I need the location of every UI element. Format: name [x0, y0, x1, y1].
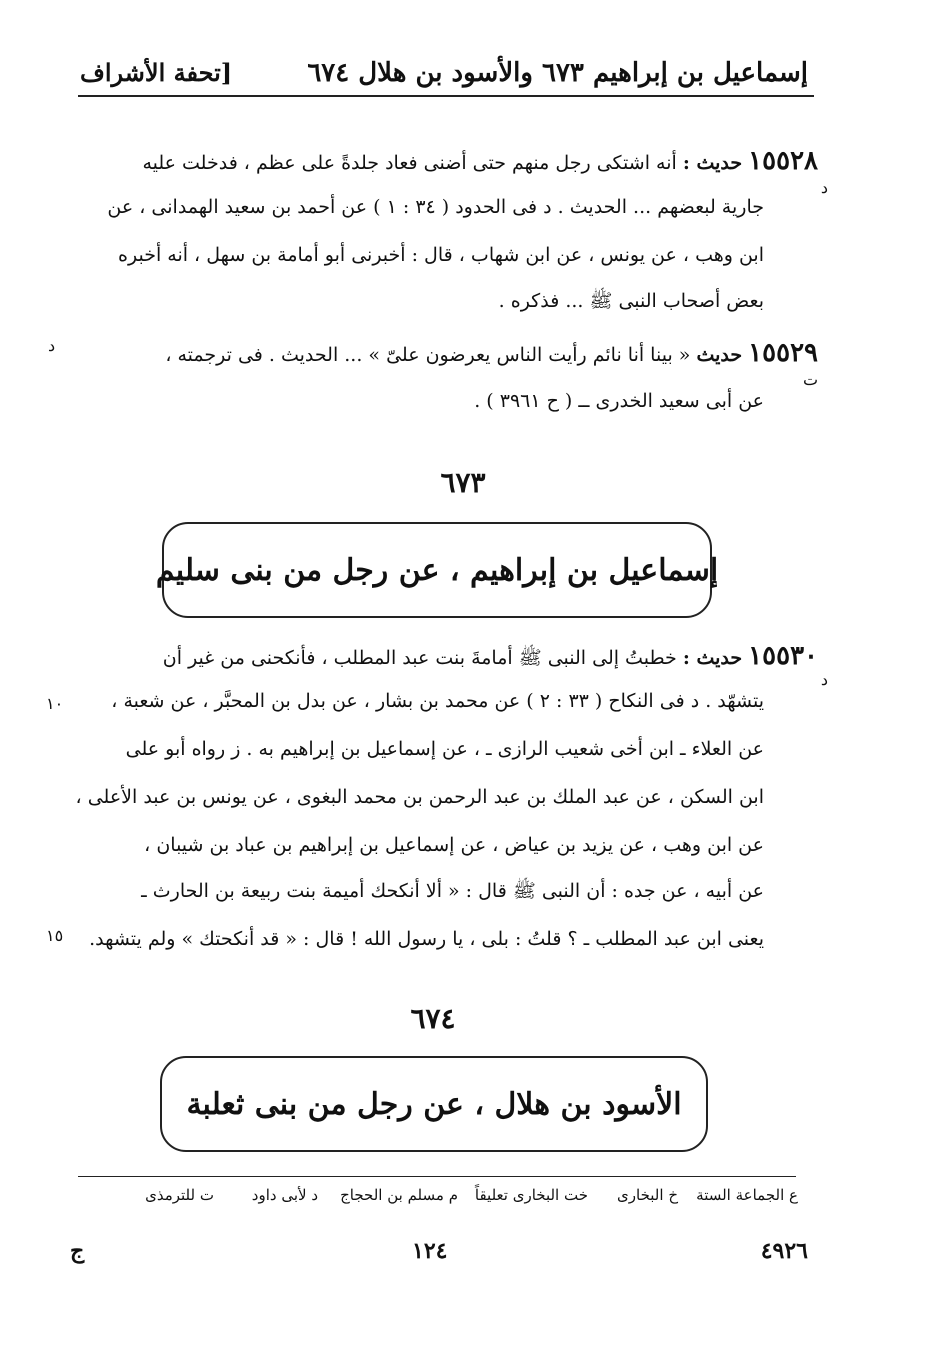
hadith-number: ١٥٥٢٩	[748, 338, 818, 368]
section-number: ٦٧٣	[440, 466, 486, 499]
abbreviation: ت للترمذى	[145, 1186, 214, 1204]
section-title-box	[155, 522, 719, 618]
abbreviation: خت البخارى تعليقاً	[474, 1186, 588, 1204]
abbreviation: د لأبى داود	[251, 1186, 318, 1204]
entry-15528-line-3: ابن وهب ، عن يونس ، عن ابن شهاب ، قال : أخبرنى أبو أمامة بن سهل ، أنه أخبره	[118, 244, 764, 266]
header-title: إسماعيل بن إبراهيم ٦٧٣ والأسود بن هلال ٦٧٤	[307, 58, 808, 88]
entry-15529-line-2: عن أبى سعيد الخدرى ــ ( ح ٣٩٦١ ) .	[474, 390, 764, 412]
volume-mark: ج	[70, 1238, 85, 1264]
entry-15530-line-1: ١٥٥٣٠ حديث : خطبتُ إلى النبى ﷺ أمامةَ بنت عبد المطلب ، فأنكحنى من غير أن	[162, 641, 818, 671]
entry-15530-line-4: ابن السكن ، عن عبد الملك بن عبد الرحمن بن محمد البغوى ، عن يونس بن عبد الأعلى ،	[75, 786, 764, 808]
entry-15530-line-3: عن العلاء ـ ابن أخى شعيب الرازى ـ ، عن إسماعيل بن إبراهيم به . ز رواه أبو على	[125, 738, 764, 760]
margin-mark: د	[820, 178, 828, 197]
entry-15528-line-1: ١٥٥٢٨ حديث : أنه اشتكى رجل منهم حتى أضنى فعاد جلدةً على عظم ، فدخلت عليه	[142, 146, 818, 176]
hadith-label: حديث	[696, 344, 743, 366]
footnote-rule	[78, 1176, 796, 1177]
section-number: ٦٧٤	[410, 1002, 456, 1035]
margin-mark: د	[48, 336, 56, 355]
footer-hadith-number: ٤٩٢٦	[760, 1238, 808, 1264]
entry-15528-line-4: بعض أصحاب النبى ﷺ ... فذكره .	[498, 290, 764, 312]
section-title: إسماعيل بن إبراهيم ، عن رجل من بنى سليم	[155, 552, 719, 588]
entry-15528-line-2: جارية لبعضهم ... الحديث . د فى الحدود ( ٣٤ : ١ ) عن أحمد بن سعيد الهمدانى ، عن	[107, 196, 764, 218]
abbreviation: م مسلم بن الحجاج	[340, 1186, 458, 1204]
entry-15530-line-5: عن ابن وهب ، عن يزيد بن عياض ، عن إسماعيل بن إبراهيم بن عباد بن شيبان ،	[144, 834, 764, 856]
entry-15529-line-1: ١٥٥٢٩ حديث « بينا أنا نائم رأيت الناس يعرضون علىّ » ... الحديث . فى ترجمته ،	[165, 338, 818, 368]
header-rule	[78, 95, 814, 97]
line-number: ١٠	[46, 694, 64, 713]
margin-mark: ت	[802, 370, 818, 389]
page-number: ١٢٤	[412, 1238, 448, 1264]
hadith-number: ١٥٥٢٨	[748, 146, 818, 176]
abbreviation: ع الجماعة الستة	[696, 1186, 798, 1204]
book-title: [تحفة الأشراف	[80, 58, 233, 87]
section-title: الأسود بن هلال ، عن رجل من بنى ثعلبة	[186, 1086, 682, 1122]
hadith-label: حديث :	[682, 647, 743, 669]
section-title-box	[160, 1056, 708, 1152]
hadith-number: ١٥٥٣٠	[748, 641, 818, 671]
entry-15530-line-7: يعنى ابن عبد المطلب ـ ؟ قلتُ : بلى ، يا رسول الله ! قال : « قد أنكحتك » ولم يتشهد.	[89, 928, 764, 950]
entry-15530-line-6: عن أبيه ، عن جده : أن النبى ﷺ قال : « ألا أنكحك أميمة بنت ربيعة بن الحارث ـ	[141, 880, 764, 902]
margin-mark: د	[820, 670, 828, 689]
hadith-label: حديث :	[682, 152, 743, 174]
entry-15530-line-2: يتشهّد . د فى النكاح ( ٣٣ : ٢ ) عن محمد بن بشار ، عن بدل بن المحبَّر ، عن شعبة ،	[111, 690, 764, 712]
line-number: ١٥	[46, 926, 64, 945]
abbreviation: خ البخارى	[617, 1186, 678, 1204]
